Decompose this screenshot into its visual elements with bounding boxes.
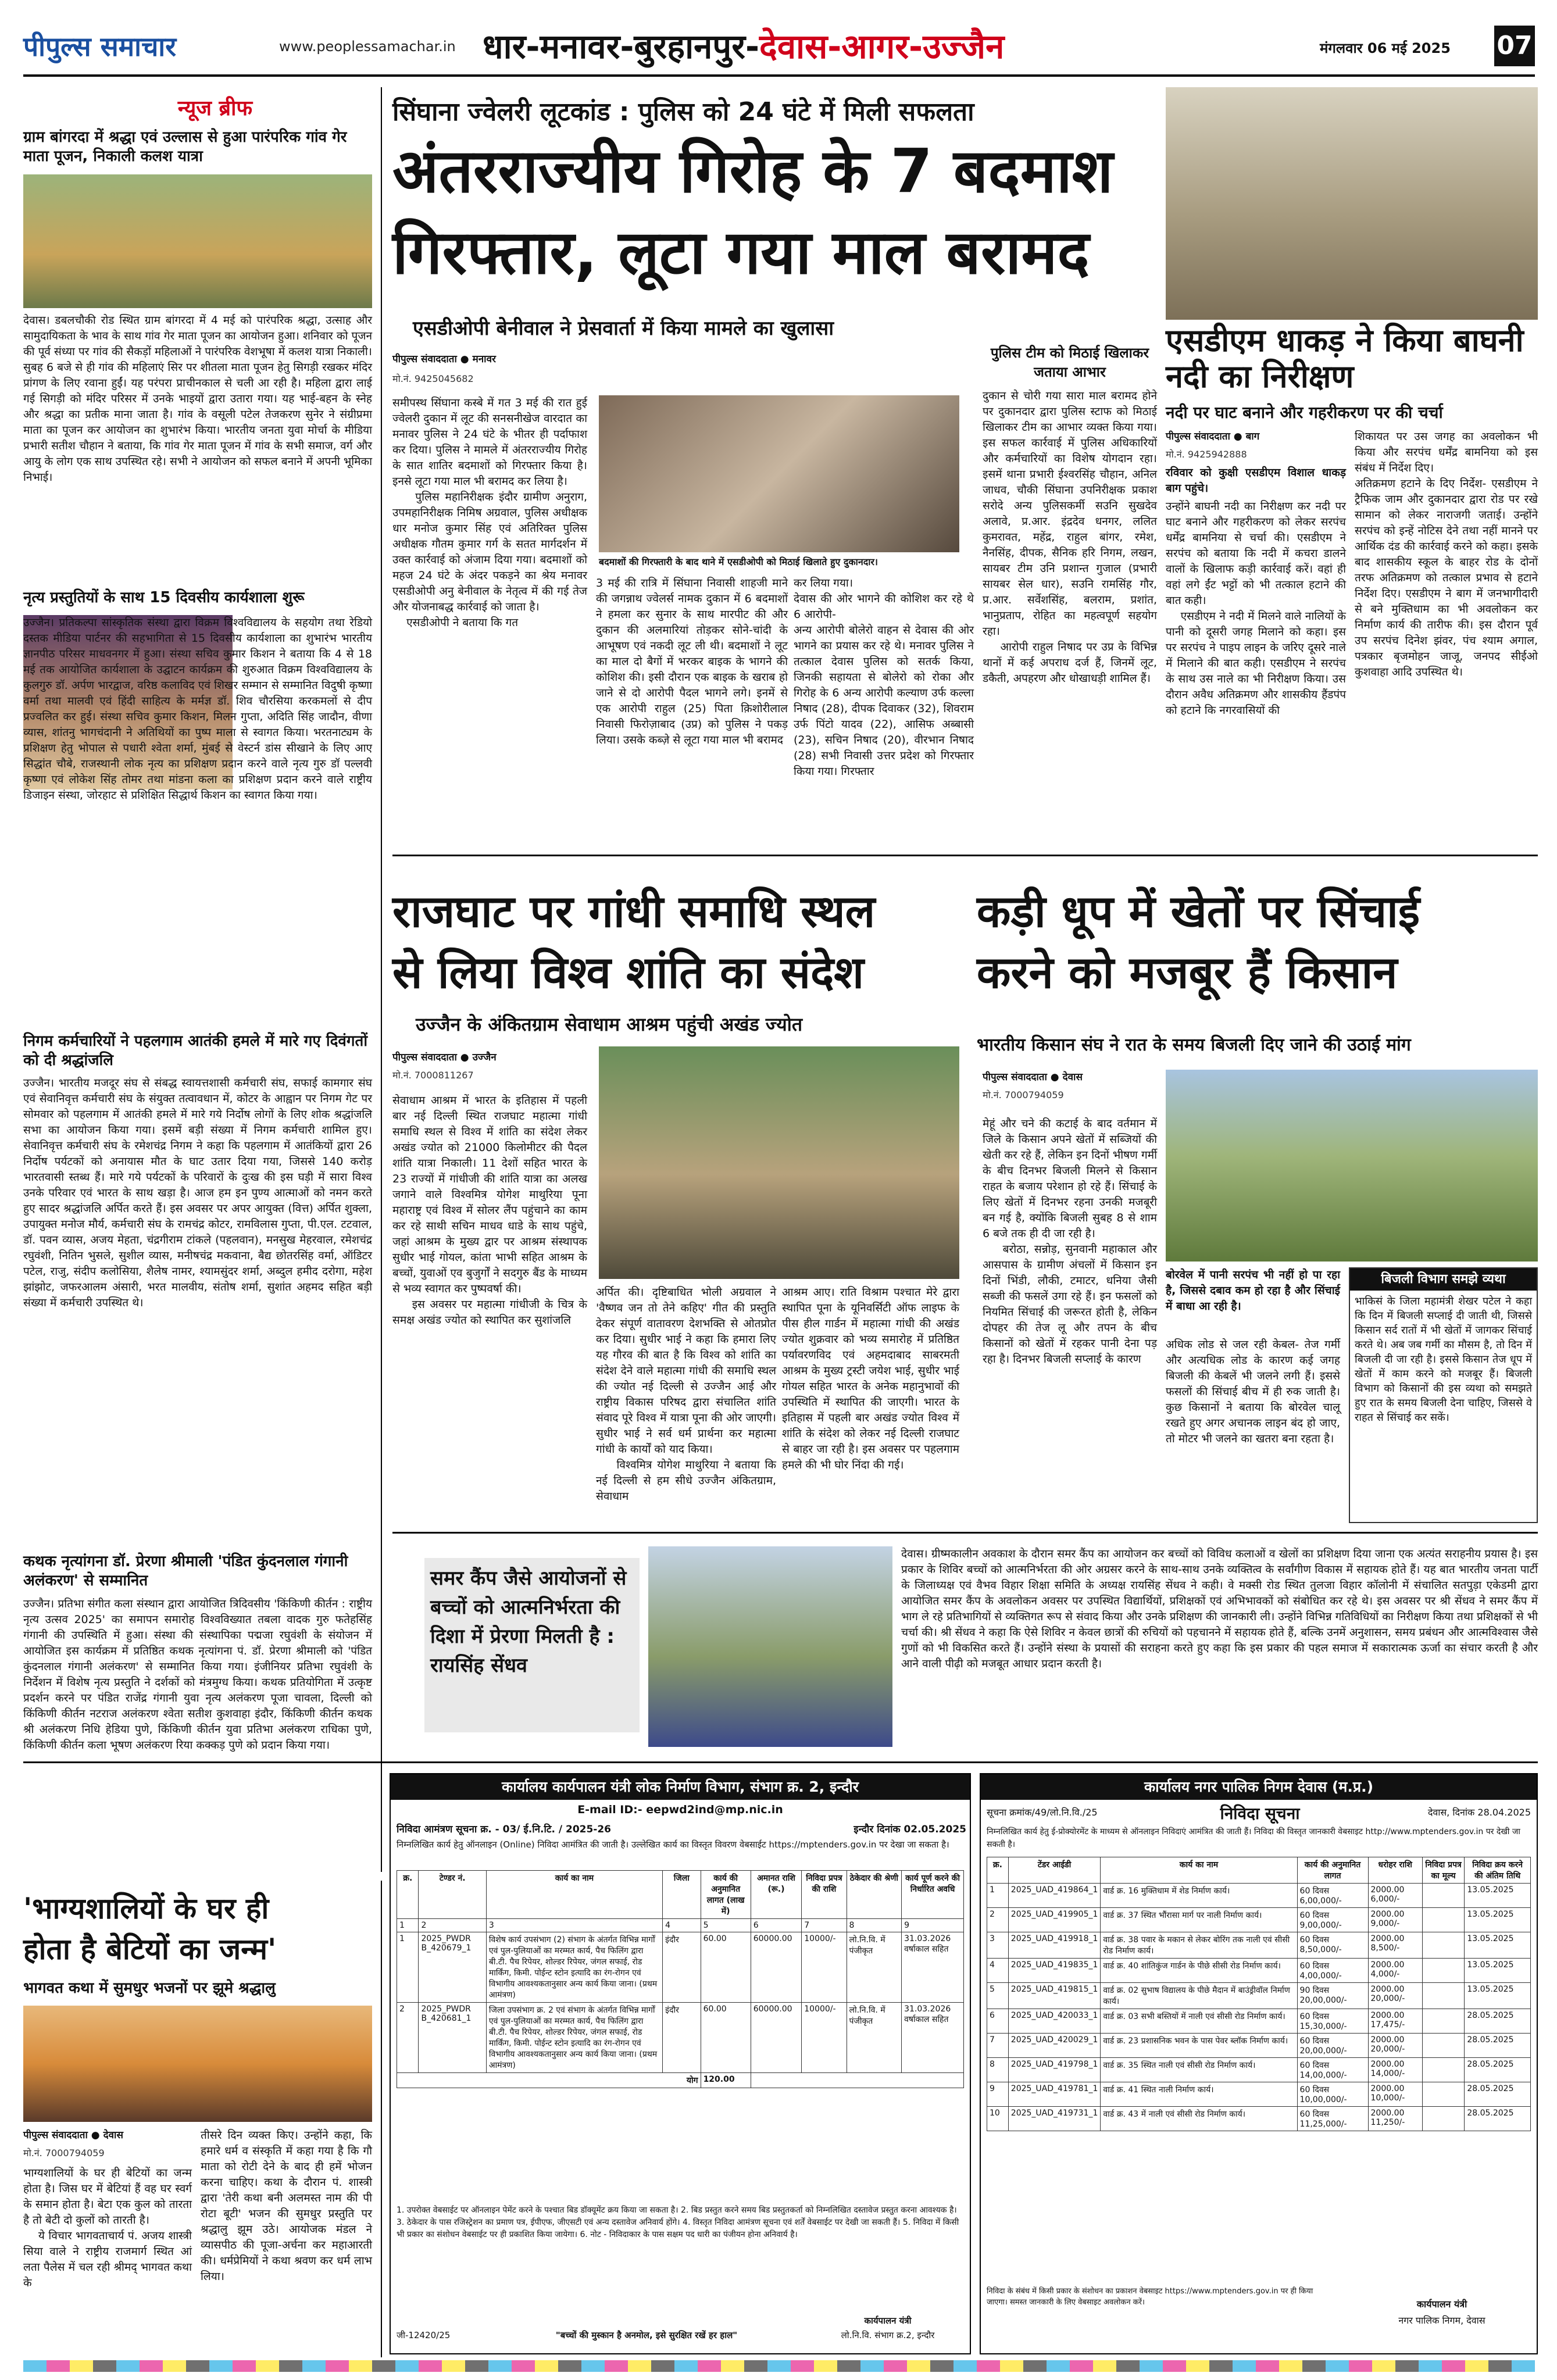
sdm-headline: एसडीएम धाकड़ ने किया बाघनी नदी का निरीक्षण (1166, 322, 1524, 395)
dewas-title: कार्यालय नगर पालिक निगम देवास (म.प्र.) (981, 1774, 1537, 1800)
dewas-cell: वार्ड क्र. 37 स्थित भौंरासा मार्ग पर नाली निर्माण कार्य। (1101, 1908, 1297, 1932)
dewas-cell: 7 (987, 2034, 1009, 2058)
bhagwat-photo (23, 2006, 372, 2122)
dewas-cell: वार्ड क्र. 43 में नाली एवं सीसी रोड निर्माण कार्य। (1101, 2107, 1297, 2131)
mid-rule-2 (392, 1532, 1538, 1534)
brief-4-headline: कथक नृत्यांगना डॉ. प्रेरणा श्रीमाली 'पंडित कुंदनलाल गंगानी अलंकरण' से सम्मानित (23, 1553, 348, 1589)
dewas-cell: 2000.00 9,000/- (1368, 1908, 1422, 1932)
bhagwat-mobile: मो.नं. 7000794059 (23, 2147, 105, 2159)
rajghat-byline: पीपुल्स संवाददाता ● उज्जैन (392, 1052, 497, 1063)
dewas-cell: 2000.00 6,000/- (1368, 1884, 1422, 1908)
pwd-num: 4 (663, 1919, 701, 1932)
lead-col-2: 3 मई की रात्रि में सिंघाना निवासी शाहजी माने की जगन्नाथ ज्वेलर्स नामक दुकान में 6 बदमाशों ने हमला कर सुनार के साथ मारपीट की और दुकान की अलमारियां तोड़कर सोने-चांदी के आभूषण एवं नकदी लूट ली थी। बदमाशों ने लूट का माल दो बैगों में भरकर बाइक के भागने की कोशिश की। इसी दौरान एक बाइक के खराब हो जाने से दो आरोपी पैदल भागने लगे। इनमें से एक आरोपी राहुल (25) पिता क़िशोरीलाल निवासी फिरोज़ाबाद (उप्र) को पुलिस ने पकड़ लिया। उसके कब्ज़े से लूटा गया माल भी बरामद (596, 577, 792, 746)
lead-mobile: मो.नं. 9425045682 (392, 373, 474, 384)
rajghat-photo (599, 1046, 959, 1279)
dewas-cell: वार्ड क्र. 02 सुभाष विद्यालय के पीछे मैदान में बाउंड्रीवॉल निर्माण कार्य। (1101, 1983, 1297, 2009)
lead-photo (599, 395, 959, 552)
pwd-cell: 31.03.2026 वर्षाकाल सहित (902, 2003, 964, 2073)
rajghat-col-1: सेवाधाम आश्रम में भारत के इतिहास में पहली बार नई दिल्ली स्थित राजघाट महात्मा गांधी समाधि स्थल से विश्व में शांति का संदेश लेकर अखंड ज्योत को 21000 किलोमीटर की पैदल शांति यात्रा निकाली। 11 देशों सहित भारत के 23 राज्यों में गांधीजी की शांति यात्रा का अलख जगाने वाले विश्वमित्र योगेश माथुरिया पूना महाराष्ट्र एवं विश्व में सोलर लैंप पहुंचाने का काम कर रहे साथी सचिन माधव धाडे के साथ पहुंचे, जहां आश्रम के मुख्य द्वार पर आश्रम संस्थापक सुधीर भाई गोयल, कांता भाभी सहित आश्रम के बच्चों, युवाओं एव बुजुर्गों ने सदगुरु बैंड के माध्यम से भव्य स्वागत कर पुष्पवर्षा की। इस अवसर पर महात्मा गांधीजी के चित्र के समक्ष अखंड ज्योत को स्थापित कर सुशांजलि (392, 1094, 587, 1327)
pwd-th: क्र. (397, 1871, 419, 1919)
col-divider-left (381, 87, 382, 1872)
summer-pull-quote: समर कैंप जैसे आयोजनों से बच्चों को आत्मनिर्भरता की दिशा में प्रेरणा मिलती है : रायसिंह सेंधव (424, 1558, 640, 1732)
bhagwat-subhead: भागवत कथा में सुमधुर भजनों पर झूमे श्रद्धालु (23, 1979, 276, 1997)
lead-sidebar (983, 343, 1157, 837)
table-row (987, 2009, 1531, 2034)
pwd-th: ठेकेदार की श्रेणी (847, 1871, 902, 1919)
dewas-cell: वार्ड क्र. 41 स्थित नाली निर्माण कार्य। (1101, 2082, 1297, 2107)
pwd-total-row (397, 2073, 964, 2088)
dewas-cell (1422, 1983, 1464, 2009)
pwd-cell: इंदौर (663, 2003, 701, 2073)
dewas-cell: 28.05.2025 (1465, 2009, 1531, 2034)
dewas-cell: 3 (987, 1932, 1009, 1959)
lead-sidebar-text: दुकान से चोरी गया सारा माल बरामद होने पर दुकानदार द्वारा पुलिस स्टाफ को मिठाई खिलाकर टीम का आभार व्यक्त किया गया। इस सफल कार्रवाई में पुलिस अधिकारियों और कर्मचारियों का विशेष योगदान रहा। इसमें थाना प्रभारी ईश्वरसिंह चौहान, अनिल जाधव, चौकी सिंघाना उपनिरीक्षक प्रकाश सरोदे अन्य पुलिसकर्मी सउनि सुखदेव अलावे, प्र.आर. इंद्रदेव धनगर, ललित कुमरावत, महेंद्र, राहुल बांगर, रमेश, नैनसिंह, दीपक, सैनिक हरि निगम, लखन, सायबर टीम उनि प्रशान्त गुजाल (प्रभारी सायबर सेल धार), सउनि रामसिंह गौर, प्र.आर. सर्वेशसिंह, बलराम, प्रशांत, भानुप्रताप, रोहित का महत्वपूर्ण सहयोग रहा। आरोपी राहुल निषाद पर उप्र के विभिन्न थानों में कई अपराध दर्ज हैं, जिनमें लूट, डकैती, अपहरण और धोखाधड़ी शामिल हैं। (983, 389, 1157, 685)
dewas-cell: 60 दिवस 10,00,000/- (1297, 2082, 1368, 2107)
dewas-cell: 2025_UAD_420029_1 (1008, 2034, 1101, 2058)
pwd-footer-mid: "बच्चों की मुस्कान है अनमोल, इसे सुरक्षित रखें हर हाल" (555, 2330, 738, 2340)
pwd-intro: निम्नलिखित कार्य हेतु ऑनलाइन (Online) निविदा आमंत्रित की जाती है। उल्लेखित कार्य का विस्तृत विवरण वेबसाईट https://mptenders.gov.in पर देखा जा सकता है। (397, 1839, 949, 1850)
rajghat-subhead: उज्जैन के अंकितग्राम सेवाधाम आश्रम पहुंची अखंड ज्योत (416, 1013, 803, 1035)
region-title (483, 22, 1355, 69)
bhagwat-col-2: तीसरे दिन व्यक्त किए। उन्होंने कहा, कि हमारे धर्म व संस्कृति में कहा गया है कि गौ माता को रोटी देने के बाद ही हमें भोजन करना चाहिए। कथा के दौरान पं. शास्त्री द्वारा 'तेरी कथा बनी अलमस्त नाम की पी रोटा बूटी' भजन की सुमधुर प्रस्तुति पर श्रद्धालु झूम उठे। आयोजक मंडल ने व्यासपीठ की पूजा-अर्चना कर महाआरती की। धर्मप्रेमियों ने कथा श्रवण कर धर्म लाभ लिया। (201, 2129, 376, 2283)
bhagwat-headline-1: 'भाग्यशालियों के घर ही (23, 1892, 269, 1925)
dewas-intro: निम्नलिखित कार्य हेतु ई-प्रोक्योरमेंट के माध्यम से ऑनलाइन निविदाएं आमंत्रित की जाती हैं। निविदा की विस्तृत जानकारी वेबसाइट http://www.mptenders.gov.in पर देखी जा सकती है। (987, 1827, 1520, 1849)
dewas-cell: 2000.00 8,500/- (1368, 1932, 1422, 1959)
farmer-mobile: मो.नं. 7000794059 (983, 1089, 1064, 1100)
dewas-cell: 9 (987, 2082, 1009, 2107)
news-brief-column (23, 87, 376, 1872)
brief-4-body: उज्जैन। प्रतिभा संगीत कला संस्थान द्वारा आयोजित त्रिदिवसीय 'किंकिणी कीर्तन : राष्ट्रीय नृत्य उत्सव 2025' का समापन समारोह विश्वविख्यात तबला वादक गुरु फतेहसिंह गंगानी की उपस्थिति में हुआ। संस्था की संस्थापिका पद्मजा रघुवंशी के संयोजन में आयोजित इस कार्यक्रम में प्रतिष्ठित कथक नृत्यांगना पं. डॉ. प्रेरणा श्रीमाली को 'पंडित कुंदनलाल गंगानी अलंकरण' से सम्मानित किया गया। इंजीनियर प्रतिभा रघुवंशी के निर्देशन में विशेष नृत्य प्रस्तुति ने दर्शकों को मंत्रमुग्ध किया। कथक प्रतियोगिता में उत्कृष्ट प्रदर्शन करने पर पंडित राजेंद्र गंगानी युवा नृत्य अलंकरण पूजा चावला, दिल्ली को किंकिणी कीर्तन नटराज अलंकरण श्वेता सतीश कुशवाहा इंदौर, किंकिणी कीर्तन कथक श्री अलंकरण निधि हेडिया पुणे, किंकिणी कीर्तन युवा प्रतिभा अलंकरण राधिका पुणे, किंकिणी कीर्तन कला भूषण अलंकरण रिया कक्कड़ पुणे को प्रदान किया गया। (23, 1598, 376, 1752)
table-row (397, 1932, 964, 2003)
sdm-photo (1166, 87, 1538, 320)
farmer-headline-2: करने को मजबूर हैं किसान (977, 946, 1398, 998)
masthead-rule (23, 74, 1535, 77)
dewas-cell: 28.05.2025 (1465, 2058, 1531, 2082)
dewas-cell: 10 (987, 2107, 1009, 2131)
pwd-num: 5 (701, 1919, 751, 1932)
dewas-cell: 2025_UAD_419835_1 (1008, 1959, 1101, 1983)
news-brief-label: न्यूज ब्रीफ (177, 97, 253, 120)
dewas-table (987, 1857, 1531, 2131)
dewas-cell: 2000.00 10,000/- (1368, 2082, 1422, 2107)
dewas-cell (1422, 2009, 1464, 2034)
pwd-footer-right-title: कार्यपालन यंत्री (864, 2315, 912, 2326)
dewas-cell: 5 (987, 1983, 1009, 2009)
dewas-cell: 4 (987, 1959, 1009, 1983)
dewas-cell: 13.05.2025 (1465, 1884, 1531, 1908)
table-row (987, 2082, 1531, 2107)
dewas-cell: 13.05.2025 (1465, 1908, 1531, 1932)
dewas-cell: 28.05.2025 (1465, 2034, 1531, 2058)
pwd-cell: विशेष कार्य उपसंभाग (2) संभाग के अंतर्गत विभिन्न मार्गों एवं पुल-पुलियाओं का मरम्मत कार्य, पैच फिलिंग द्वारा बी.टी. पैच रिपेयर, शोल्डर रिपेयर, जंगल सफाई, रोड मार्किंग, किमी. पोईन्ट स्टोन इत्यादि का रंग-रोगन एवं विभागीय आवश्यकतानुसार अन्य कार्य किया जाना। (प्रथम आमंत्रण) (486, 1932, 662, 2003)
dewas-cell: 2000.00 14,000/- (1368, 2058, 1422, 2082)
pwd-cell: 10000/- (802, 2003, 847, 2073)
dewas-cell: 60 दिवस 6,00,000/- (1297, 1884, 1368, 1908)
dewas-cell: 2025_UAD_419798_1 (1008, 2058, 1101, 2082)
dewas-cell (1422, 2058, 1464, 2082)
farmer-photo-caption: बोरवेल में पानी सरपंच भी नहीं हो पा रहा है, जिससे दबाव कम हो रहा है और सिंचाई में बाधा आ रही है। (1166, 1268, 1340, 1313)
dewas-notice (980, 1773, 1538, 2354)
pwd-table (397, 1870, 964, 2088)
dewas-cell: 2 (987, 1908, 1009, 1932)
pwd-cell: 2 (397, 2003, 419, 2073)
farmer-box-title: बिजली विभाग समझे व्यथा (1350, 1268, 1537, 1291)
pwd-num: 9 (902, 1919, 964, 1932)
pwd-num: 7 (802, 1919, 847, 1932)
brief-2-headline: नृत्य प्रस्तुतियों के साथ 15 दिवसीय कार्यशाला शुरू (23, 589, 305, 606)
lead-byline: पीपुल्स संवाददाता ● मनावर (392, 353, 496, 365)
pwd-cell: 60000.00 (751, 2003, 802, 2073)
dewas-cell: 2000.00 17,475/- (1368, 2009, 1422, 2034)
pwd-th: निविदा प्रपत्र की राशि (802, 1871, 847, 1919)
dewas-th: टेंडर आईडी (1008, 1857, 1101, 1884)
pwd-cell: 60.00 (701, 1932, 751, 2003)
table-row (397, 2003, 964, 2073)
rajghat-headline-2: से लिया विश्व शांति का संदेश (392, 946, 864, 998)
dewas-th: धरोहर राशि (1368, 1857, 1422, 1884)
dewas-cell: 2000.00 11,250/- (1368, 2107, 1422, 2131)
dewas-cell: 2000.00 20,000/- (1368, 2034, 1422, 2058)
sdm-mobile: मो.नं. 9425942888 (1166, 449, 1247, 460)
table-row (987, 1959, 1531, 1983)
pwd-num: 1 (397, 1919, 419, 1932)
dewas-cell: 28.05.2025 (1465, 2107, 1531, 2131)
dewas-cell: 2025_UAD_419905_1 (1008, 1908, 1101, 1932)
lead-col-3: कर लिया गया। देवास की ओर भागने की कोशिश कर रहे थे 6 आरोपी- अन्य आरोपी बोलेरो वाहन से देवास की ओर भागने का प्रयास कर रहे थे। मनावर पुलिस ने तत्काल देवास पुलिस को सतर्क किया, जिनकी सहायता से बोलेरो को रोका और गिरोह के 6 अन्य आरोपी कल्याण उर्फ कल्ला निषाद (28), दीपक दिवाकर (32), शिवराम उर्फ पिंटो यादव (22), आसिफ अब्बासी (23), सचिन निषाद (20), वीरभान निषाद (28) सभी निवासी उत्तर प्रदेश को गिरफ्तार किया गया। गिरफ्तार (794, 577, 974, 778)
pwd-cell: 1 (397, 1932, 419, 2003)
table-row (987, 1983, 1531, 2009)
dewas-cell: वार्ड क्र. 16 मुक्तिधाम में शेड निर्माण कार्य। (1101, 1884, 1297, 1908)
dewas-cell: 28.05.2025 (1465, 2082, 1531, 2107)
pwd-table-numbers (397, 1919, 964, 1932)
rajghat-headline-1: राजघाट पर गांधी समाधि स्थल (392, 885, 876, 937)
dewas-ref-right: देवास, दिनांक 28.04.2025 (1427, 1807, 1531, 1818)
region-red: देवास-आगर-उज्जैन (759, 27, 1005, 66)
brief-3-headline: निगम कर्मचारियों ने पहलगाम आतंकी हमले में मारे गए दिवंगतों को दी श्रद्धांजलि (23, 1032, 368, 1069)
rajghat-col-3: आश्रम आए। राति विश्राम पश्चात मेरे द्वारा स्थापित पूना के यूनिवर्सिटी ऑफ लाइफ के पीस हील गार्डन में महात्मा गांधी की अखंड ज्योत शुक्रवार को भव्य समारोह में प्रतिष्ठित पर्यावरणविद एवं अहमदाबाद साबरमती आश्रम के मुख्य ट्रस्टी जयेश भाई, सुधीर भाई गोयल सहित भारत के अनेक महानुभावों की उपस्थिति में स्थापित की जाएगी। भारत के इतिहास में पहली बार अखंड ज्योत विश्व में शांति के संदेश को लेकर नई दिल्ली राजघाट से बाहर जा रही है। इस अवसर पर पहलगाम हमले की भी घोर निंदा की गई। (782, 1286, 963, 1471)
farmer-byline: पीपुल्स संवाददाता ● देवास (983, 1071, 1083, 1083)
farmer-box-text: भाकिसं के जिला महामंत्री शेखर पटेल ने कहा कि दिन में बिजली सप्लाई दी जाती थी, जिससे किसान सर्द रातों में भी खेतों में जागकर सिंचाई करते थे। अब जब गर्मी का मौसम है, तो दिन में बिजली दी जा रही है। इससे किसान तेज धूप में खेतों में काम करने को मजबूर हैं। बिजली विभाग को किसानों की इस व्यथा को समझते हुए रात के समय बिजली देना चाहिए, जिससे वे राहत से सिंचाई कर सकें। (1355, 1295, 1535, 1424)
dewas-sign-org: नगर पालिक निगम, देवास (1398, 2315, 1485, 2326)
brief-3-body: उज्जैन। भारतीय मजदूर संघ से संबद्ध स्वायत्तशासी कर्मचारी संघ, सफाई कामगार संघ एवं सेवानिवृत्त कर्मचारी संघ के संयुक्त तत्वावधान में, कोटर के आह्वान पर निगम गेट पर सोमवार को पहलगाम में आतंकी हमले में मारे गये निर्दोष लोगों के लिए शोक श्रद्धांजलि सभा का आयोजन किया गया। इसमें बड़ी संख्या में निगम कर्मचारी शामिल हुए। सेवानिवृत्त कर्मचारी संघ के रमेशचंद्र निगम ने कहा कि पहलगाम में आतंकियों द्वारा 26 निर्दोष पर्यटकों को अनायास मौत के घाट उतार दिया गया, जिससे 140 करोड़ भारतवासी स्तब्ध हैं। मारे गये पर्यटकों के परिवारों के दुःख की इस घड़ी में सारा विश्व उनके परिवार एवं भारत के साथ खड़ा है। आज हम इन पुण्य आत्माओं को नमन करते हुए सादर श्रद्धांजलि अर्पित करते हैं। इस अवसर पर अपर आयुक्त (वित्त) अर्पित शुक्ला, उपायुक्त मनोज मौर्य, कर्मचारी संघ के रामचंद्र कोटर, रामविलास गुप्ता, पी.एल. टटवाल, डॉ. पवन व्यास, अजय मेहता, चंद्रगीराम टांकले (पहलवान), मनसुख मेहरवाल, रमेशचंद्र रघुवंशी, नितिन भुसले, सुशील व्यास, मनीषचंद्र मकवाना, बैद्य छोतरसिंह वर्मा, ऑडिटर पटेल, राजु, संदीप कलोसिया, शैलेष नामर, श्यामसुंदर शर्मा, अब्दुल हमीद दरोगा, महेश झांझोट, जफरआलम अंसारी, भरत मालवीय, संतोष शर्मा, सुशांत अहमद सहित बड़ी संख्या में कर्मचारी उपस्थित थे। (23, 1077, 376, 1309)
lead-sidebar-title: पुलिस टीम को मिठाई खिलाकर जताया आभार (990, 345, 1149, 380)
pwd-email: E-mail ID:- eepwd2ind@mp.nic.in (577, 1803, 783, 1816)
dewas-cell: 60 दिवस 20,00,000/- (1297, 2034, 1368, 2058)
dewas-th: कार्य का नाम (1101, 1857, 1297, 1884)
dewas-table-header (987, 1857, 1531, 1884)
dewas-cell: 60 दिवस 4,00,000/- (1297, 1959, 1368, 1983)
table-row (987, 2107, 1531, 2131)
pwd-num: 8 (847, 1919, 902, 1932)
bhagwat-byline: पीपुल्स संवाददाता ● देवास (23, 2129, 123, 2141)
pwd-cell: 31.03.2026 वर्षाकाल सहित (902, 1932, 964, 2003)
pwd-th: कार्य का नाम (486, 1871, 662, 1919)
table-row (987, 1932, 1531, 1959)
pwd-footer-left: जी-12420/25 (397, 2330, 451, 2340)
dewas-note: निविदा के संबंध में किसी प्रकार के संशोधन का प्रकाशन वेबसाइट https://www.mptenders.gov.in पर ही किया जाएगा। समस्त जानकारी के लिए वेबसाइट अवलोकन करें। (987, 2287, 1313, 2307)
pwd-num: 6 (751, 1919, 802, 1932)
pwd-th: जिला (663, 1871, 701, 1919)
dewas-cell (1422, 1884, 1464, 1908)
dewas-cell: वार्ड क्र. 38 पवार के मकान से लेकर बोरिंग तक नाली एवं सीसी रोड निर्माण कार्य। (1101, 1932, 1297, 1959)
dewas-th: क्र. (987, 1857, 1009, 1884)
logo: पीपुल्स समाचार (23, 31, 177, 62)
pwd-cell: 2025_PWDR B_420679_1 (419, 1932, 486, 2003)
pwd-num: 3 (486, 1919, 662, 1932)
dewas-mid: निविदा सूचना (1220, 1804, 1300, 1823)
dewas-cell: वार्ड क्र. 03 सभी बस्तियों में नाली एवं सीसी रोड निर्माण कार्य। (1101, 2009, 1297, 2034)
dewas-cell (1422, 2107, 1464, 2131)
dewas-cell: 6 (987, 2009, 1009, 2034)
pwd-cell: इंदौर (663, 1932, 701, 2003)
dewas-cell (1422, 2082, 1464, 2107)
dewas-cell: वार्ड क्र. 35 स्थित नाली एवं सीसी रोड निर्माण कार्य। (1101, 2058, 1297, 2082)
dewas-cell: 2025_UAD_420033_1 (1008, 2009, 1101, 2034)
mid-rule-3 (23, 1761, 1538, 1763)
page-number: 07 (1494, 26, 1535, 66)
lead-kicker: सिंघाना ज्वेलरी लूटकांड : पुलिस को 24 घंटे में मिली सफलता (392, 97, 974, 127)
pwd-notes: 1. उपरोक्त वेबसाईट पर ऑनलाइन पेमेंट करने के पश्चात बिड डॉक्यूमेंट क्रय किया जा सकता है। 2. बिड प्रस्तुत करने समय बिड प्रस्तुतकर्ता को निम्नलिखित दस्तावेज प्रस्तुत करना आवश्यक है। 3. ठेकेदार के पास रजिस्ट्रेशन का प्रमाण पत्र, ईपीएफ, जीएसटी एवं अन्य दस्तावेज अनिवार्य होंगे। 4. विस्तृत निविदा आमंत्रण सूचना एवं शर्तें वेबसाईट पर देखी जा सकती हैं। 5. निविदा में किसी भी प्रकार का संशोधन वेबसाईट पर ही प्रकाशित किया जायेगा। 6. नोट - निविदाकार के पास सक्षम पद धारी का पंजीयन होना अनिवार्य है। (397, 2206, 959, 2239)
dewas-cell: 2025_UAD_419781_1 (1008, 2082, 1101, 2107)
table-row (987, 2034, 1531, 2058)
farmer-col-2: अधिक लोड से जल रही केबल- तेज गर्मी और अत्यधिक लोड के कारण कई जगह बिजली की केबलें भी जलने लगी हैं। इससे फसलों की सिंचाई बीच में ही रुक जाती है। कुछ किसानों ने बताया कि बोरवेल चालू रखते हुए अगर अचानक लाइन बंद हो जाए, तो मोटर भी जलने का खतरा बना रहता है। (1166, 1338, 1344, 1445)
dewas-cell: 60 दिवस 14,00,000/- (1297, 2058, 1368, 2082)
col-divider-bottom (381, 1881, 382, 2357)
dewas-cell: 2025_UAD_419918_1 (1008, 1932, 1101, 1959)
pwd-total-value: 120.00 (701, 2073, 751, 2088)
table-row (987, 1884, 1531, 1908)
brief-2-body: उज्जैन। प्रतिकल्पा सांस्कृतिक संस्था द्वारा विक्रम विश्वविद्यालय के सहयोग तथा रेडियो दस्तक मीडिया पार्टनर की सहभागिता से 15 दिवसीय कार्यशाला का शुभारंभ भारतीय ज्ञानपीठ परिसर माधवनगर में हुआ। संस्था सचिव कुमार किशन ने बताया कि 4 से 18 मई तक आयोजित कार्यशाला के उद्घाटन कार्यक्रम की शुरुआत विक्रम विश्वविद्यालय के कुलगुरु डॉ. अर्पण भारद्वाज, वरिष्ठ कलाविद एवं शिखर सम्मान से सम्मानित विदुषी कृष्णा वर्मा तथा मालवी एवं हिंदी साहित्य के मर्मज्ञ डॉ. शिव चौरसिया करकमलों से दीप प्रज्वलित कर हुई। संस्था सचिव कुमार किशन, मिलन गुप्ता, अदिति सिंह जादौन, वीणा व्यास, शांतनु भागचंदानी ने अतिथियों का पुष्प माला से स्वागत किया। भरतनाट्यम के प्रशिक्षण हेतु भोपाल से पधारी श्वेता शर्मा, मुंबई से वेस्टर्न डांस सीखाने के लिए आए सिद्धांत चौबे, राजस्थानी लोक नृत्य का प्रशिक्षण प्रदान करने वाले नृत्य गुरु डॉ पल्लवी कृष्णा एवं लोकेश सिंह तोमर तथा मांडना कला का प्रशिक्षण प्रदान करने वाले राष्ट्रीय डिजाइन संस्था, जोरहाट से प्रशिक्षित सिद्धार्थ किशन का स्वागत किया गया। (23, 616, 376, 802)
lead-headline-1: अंतरराज्यीय गिरोह के 7 बदमाश (392, 135, 1113, 206)
dewas-cell: 2025_UAD_419731_1 (1008, 2107, 1101, 2131)
dewas-cell (1422, 1959, 1464, 1983)
lead-headline-2: गिरफ्तार, लूटा गया माल बरामद (392, 217, 1090, 288)
print-color-bar (23, 2360, 1535, 2372)
masthead (23, 22, 1535, 73)
farmer-photo (1166, 1070, 1538, 1262)
dewas-ref-left: सूचना क्रमांक/49/लो.नि.वि./25 (987, 1807, 1098, 1818)
dewas-cell: वार्ड क्र. 40 शांतिकुंज गार्डन के पीछे सीसी रोड निर्माण कार्य। (1101, 1959, 1297, 1983)
dewas-cell: 60 दिवस 15,30,000/- (1297, 2009, 1368, 2034)
dewas-cell: 60 दिवस 11,25,000/- (1297, 2107, 1368, 2131)
pwd-ref-right: इन्दौर दिनांक 02.05.2025 (854, 1824, 966, 1835)
dewas-cell: 60 दिवस 9,00,000/- (1297, 1908, 1368, 1932)
pwd-cell: लो.नि.वि. में पंजीकृत (847, 2003, 902, 2073)
rajghat-mobile: मो.नं. 7000811267 (392, 1070, 474, 1081)
brief-1-photo (23, 174, 372, 308)
pwd-cell: 2025_PWDR B_420681_1 (419, 2003, 486, 2073)
bhagwat-col-1: भाग्यशालियों के घर ही बेटियों का जन्म होता है। जिस घर में बेटियां हैं वह घर स्वर्ग के समान होता है। बेटा एक कुल को तारता है तो बेटी दो कुलों को तारती है। ये विचार भागवताचार्य पं. अजय शास्त्री सिया वाले ने राष्ट्रीय राजमार्ग स्थित आं लता पैलेस में चल रही श्रीमद् भागवत कथा के (23, 2167, 192, 2289)
dewas-cell: 13.05.2025 (1465, 1983, 1531, 2009)
lead-photo-caption: बदमाशों की गिरफ्तारी के बाद थाने में एसडीओपी को मिठाई खिलाते हुए दुकानदार। (599, 556, 878, 567)
dewas-th: निविदा प्रपत्र का मूल्य (1422, 1857, 1464, 1884)
table-row (987, 1908, 1531, 1932)
pwd-table-header (397, 1871, 964, 1919)
sdm-col-2: शिकायत पर उस जगह का अवलोकन भी किया और सरपंच धर्मेंद्र बामनिया को इस संबंध में निर्देश दिए। अतिक्रमण हटाने के दिए निर्देश- एसडीएम ने ट्रैफिक जाम और दुकानदार द्वारा रोड पर रखे सामान को लेकर नाराजगी जताई। उन्होंने सरपंच को इन्हें नोटिस देने तथा नहीं मानने पर आर्थिक दंड की कार्रवाई करने को कहा। इसके बाद शासकीय स्कूल के बाहर रोड के दोनों तरफ अतिक्रमण को तत्काल प्रभाव से हटाने निर्देश दिए। एसडीएम ने बाग में जनभागीदारी से बने मुक्तिधाम का भी अवलोकन कर निर्माण कार्य की तारीफ की। इस दौरान पूर्व उप सरपंच दिनेश झंवर, पंच श्याम अगाल, पत्रकार बृजमोहन जाजू, जनपद सीईओ कुशवाहा आदि उपस्थित थे। (1355, 430, 1538, 678)
pwd-ref-left: निविदा आमंत्रण सूचना क्र. - 03/ ई.नि.टि. / 2025-26 (397, 1824, 612, 1835)
farmer-subhead: भारतीय किसान संघ ने रात के समय बिजली दिए जाने की उठाई मांग (977, 1035, 1411, 1055)
dewas-cell: 2000.00 20,000/- (1368, 1983, 1422, 2009)
pwd-notice (390, 1773, 971, 2354)
pwd-num: 2 (419, 1919, 486, 1932)
farmer-box (1349, 1267, 1538, 1523)
dewas-cell: 60 दिवस 8,50,000/- (1297, 1932, 1368, 1959)
sdm-col-1: उन्होंने बाघनी नदी का निरीक्षण कर नदी पर घाट बनाने और गहरीकरण को लेकर सरपंच धर्मेंद्र बामनिया से चर्चा की। एसडीएम ने सरपंच को बताया कि नदी में कचरा डालने वालों के खिलाफ कड़ी कार्रवाई करें। वहां ही वहां लगे ईंट भट्टों को भी तत्काल हटाने की बात कही। एसडीएम ने नदी में मिलने वाले नालियों के पानी को दूसरी जगह मिलाने को कहा। इस पर सरपंच ने पाइप लाइन के जरिए दूसरे नाले में मिलाने की बात कही। एसडीएम ने सरपंच के साथ उस नाले का भी निरीक्षण किया। उस दौरान अवैध अतिक्रमण और शासकीय हैंडपंप को हटाने कि नगरवासियों की (1166, 500, 1346, 717)
sdm-byline: पीपुल्स संवाददाता ● बाग (1166, 431, 1260, 442)
dewas-cell: 1 (987, 1884, 1009, 1908)
farmer-col-1: मेहूं और चने की कटाई के बाद वर्तमान में जिले के किसान अपने खेतों में सब्जियों की खेती कर रहे हैं, लेकिन इन दिनों भीषण गर्मी के बीच दिनभर बिजली मिलने से किसान राहत के बजाय परेशान हो रहे हैं। सिंचाई के लिए खेतों में दिनभर रहना उनकी मजबूरी बन गई है, क्योंकि बिजली सुबह 8 से शाम 6 बजे तक ही दी जा रही है। बरोठा, सन्नोड़, सुनवानी महाकाल और आसपास के ग्रामीण अंचलों में किसान इन दिनों भिंडी, लौकी, टमाटर, धनिया जैसी सब्जी की फसलें उगा रहे हैं। इन फसलों को नियमित सिंचाई की जरूरत होती है, लेकिन दोपहर की तेज लू और तपन के बीच किसानों को खेतों में रहकर पानी देना पड़ रहा है। दिनभर बिजली सप्लाई के कारण (983, 1117, 1157, 1366)
rajghat-col-2: अर्पित की। दृष्टिबाधित भोली अग्रवाल ने 'वैष्णव जन तो तेने कहिए' गीत की प्रस्तुति देकर संपूर्ण वातावरण देशभक्ति से ओतप्रोत कर दिया। सुधीर भाई ने कहा कि हमारा लिए यह गौरव की बात है कि विश्व को शांति का संदेश देने वाले महात्मा गांधी की समाधि स्थल की ज्योत नई दिल्ली से उज्जैन आई और राष्ट्रीय विकास परिषद द्वारा संचालित शांति संवाद पूरे विश्व में यात्रा पूना की ओर जाएगी। सुधीर भाई ने सर्व धर्म प्रार्थना कर महात्मा गांधी के कार्यों को याद किया। विश्वमित्र योगेश माथुरिया ने बताया कि नई दिल्ली से हम सीधे उज्जैन अंकितग्राम, सेवाधाम (596, 1286, 776, 1503)
dewas-cell: 90 दिवस 20,00,000/- (1297, 1983, 1368, 2009)
dewas-cell: 13.05.2025 (1465, 1932, 1531, 1959)
summer-photo (648, 1546, 892, 1747)
dewas-cell: 13.05.2025 (1465, 1959, 1531, 1983)
sdm-subhead: नदी पर घाट बनाने और गहरीकरण पर की चर्चा (1166, 403, 1443, 422)
pwd-th: कार्य की अनुमानित लागत (लाख में) (701, 1871, 751, 1919)
dewas-th: निविदा क्रय करने की अंतिम तिथि (1465, 1857, 1531, 1884)
bhagwat-headline-2: होता है बेटियों का जन्म' (23, 1932, 277, 1966)
summer-text: देवास। ग्रीष्मकालीन अवकाश के दौरान समर कैंप का आयोजन कर बच्चों को विविध कलाओं व खेलों का प्रशिक्षण दिया जाना एक अत्यंत सराहनीय प्रयास है। इस प्रकार के शिविर बच्चों को आत्मनिर्भरता की ओर अग्रसर करने के साथ-साथ उनके व्यक्तित्व के सर्वांगीण विकास में सहायक होते हैं। यह बात भारतीय जनता पार्टी के जिलाध्यक्ष एवं वैभव विहार शिक्षा समिति के अध्यक्ष रायसिंह सेंधव ने कही। वे मक्सी रोड स्थित तुलजा विहार कॉलोनी में संचालित सतपुड़ा एकेडमी द्वारा आयोजित समर कैंप के अवलोकन अवसर पर उपस्थित विद्यार्थियों, प्रशिक्षकों एवं अभिभावकों को संबोधित कर रहे थे। इस अवसर पर श्री सेंधव ने समर कैंप में भाग ले रहे प्रतिभागियों से व्यक्तिगत रूप से संवाद किया और उनके प्रशिक्षण की जानकारी ली। उन्होंने विभिन्न गतिविधियों का निरीक्षण किया तथा प्रशिक्षकों से भी चर्चा की। श्री सेंधव ने कहा कि ऐसे शिविर न केवल छात्रों की रुचियों को पहचानने में सहायक होते हैं, बल्कि उनमें अनुशासन, समय प्रबंधन और आत्मविश्वास जैसे गुणों को भी विकसित करते हैं। उन्होंने संस्था के प्रयासों की सराहना करते हुए कहा कि इस प्रकार की पहल समाज में सकारात्मक ऊर्जा का संचार करती है और आने वाली पीढ़ी को मजबूत आधार प्रदान करती है। (901, 1548, 1542, 1670)
mid-rule (392, 855, 1538, 856)
sdm-photo-caption: रविवार को कुक्षी एसडीएम विशाल धाकड़ बाग पहुंचे। (1166, 466, 1346, 495)
dewas-cell (1422, 1908, 1464, 1932)
brief-1-headline: ग्राम बांगरदा में श्रद्धा एवं उल्लास से हुआ पारंपरिक गांव गेर माता पूजन, निकाली कलश यात्रा (23, 128, 347, 165)
pwd-th: कार्य पूर्ण करने की निर्धारित अवधि (902, 1871, 964, 1919)
pwd-cell: लो.नि.वि. में पंजीकृत (847, 1932, 902, 2003)
lead-col-1: समीपस्थ सिंघाना कस्बे में गत 3 मई की रात हुई ज्वेलरी दुकान में लूट की सनसनीखेज वारदात का मनावर पुलिस ने 24 घंटे के भीतर ही पर्दाफाश कर दिया। पुलिस ने मामले में अंतरराज्यीय गिरोह के सात शातिर बदमाशों को गिरफ्तार किया है। इनसे लूटा गया माल भी बरामद कर लिया है। पुलिस महानिरीक्षक इंदौर ग्रामीण अनुराग, उपमहानिरीक्षक निमिष अग्रवाल, पुलिस अधीक्षक धार मनोज कुमार सिंह एवं अतिरिक्त पुलिस अधीक्षक गौतम कुमार गर्ग के सतत मार्गदर्शन में उक्त कार्रवाई को अंजाम दिया गया। बदमाशों को महज 24 घंटे के अंदर पकड़ने का श्रेय मनावर एसडीओपी अनु बेनीवाल के नेतृत्व में की गई तेज और योजनाबद्ध कार्रवाई को जाता है। एसडीओपी ने बताया कि गत (392, 396, 587, 629)
pwd-th: टेण्डर नं. (419, 1871, 486, 1919)
dewas-cell: 2025_UAD_419815_1 (1008, 1983, 1101, 2009)
pwd-th: अमानत राशि (रू.) (751, 1871, 802, 1919)
lead-subhead: एसडीओपी बेनीवाल ने प्रेसवार्ता में किया मामले का खुलासा (413, 317, 834, 340)
issue-date: मंगलवार 06 मई 2025 (1320, 40, 1451, 56)
dewas-sign-title: कार्यपालन यंत्री (1416, 2299, 1467, 2310)
dewas-cell: वार्ड क्र. 23 प्रशासनिक भवन के पास पेवर ब्लॉक निर्माण कार्य। (1101, 2034, 1297, 2058)
region-plain: धार-मनावर-बुरहानपुर- (483, 27, 760, 66)
dewas-th: कार्य की अनुमानित लागत (1297, 1857, 1368, 1884)
site-url[interactable]: www.peoplessamachar.in (279, 38, 456, 55)
pwd-footer-right: लो.नि.वि. संभाग क्र.2, इन्दौर (841, 2330, 935, 2340)
pwd-cell: जिला उपसंभाग क्र. 2 एवं संभाग के अंतर्गत विभिन्न मार्गों एवं पुल-पुलियाओं का मरम्मत कार्य, पैच फिलिंग द्वारा बी.टी. पैच रिपेयर, शोल्डर रिपेयर, जंगल सफाई, रोड मार्किंग, किमी. पोईन्ट स्टोन इत्यादि का रंग-रोगन एवं विभागीय आवश्यकतानुसार अन्य कार्य किया जाना। (प्रथम आमंत्रण) (486, 2003, 662, 2073)
farmer-headline-1: कड़ी धूप में खेतों पर सिंचाई (977, 885, 1420, 937)
brief-1-body: देवास। डबलचौकी रोड स्थित ग्राम बांगरदा में 4 मई को पारंपरिक श्रद्धा, उत्साह और सामुदायिकता के भाव के साथ गांव गेर माता पूजन का आयोजन हुआ। शनिवार को पूजन की पूर्व संध्या पर गांव की सैकड़ों महिलाओं ने पारंपरिक वेशभूषा में कलश यात्रा निकाली। सुबह 6 बजे से ही गांव की महिलाएं सिर पर शीतला माता पूजन हेतु सिगड़ी रखकर मंदिर प्रांगण के लिए रवाना हुईं। यह परंपरा प्राचीनकाल से चली आ रही है। महिला द्वारा लाई गई सिगड़ी को मंदिर परिसर में उनके भाइयों द्वारा उतारा गया। यह भाई-बहन के स्नेह और श्रद्धा का प्रतीक माना जाता है। गांव के वसूली पटेल तेजकरण सुनेर ने संग्रीप्रमा माता का पूजन कर आयोजन का शुभारंभ किया। भारतीय जनता युवा मोर्चा के मीडिया प्रभारी सतीश चौहान ने बताया, कि गांव गेर माता पूजन में गांव के सभी समाज, वर्ग और आयु के लोग एक साथ उपस्थित रहे। सभी ने आयोजन को सफल बनाने में अपनी भूमिका निभाई। (23, 314, 376, 484)
table-row (987, 2058, 1531, 2082)
dewas-cell (1422, 2034, 1464, 2058)
dewas-cell (1422, 1932, 1464, 1959)
dewas-cell: 2000.00 4,000/- (1368, 1959, 1422, 1983)
pwd-title: कार्यालय कार्यपालन यंत्री लोक निर्माण विभाग, संभाग क्र. 2, इन्दौर (391, 1774, 970, 1800)
pwd-cell: 10000/- (802, 1932, 847, 2003)
dewas-cell: 8 (987, 2058, 1009, 2082)
pwd-total-label: योग (397, 2073, 701, 2088)
pwd-cell: 60.00 (701, 2003, 751, 2073)
pwd-cell: 60000.00 (751, 1932, 802, 2003)
dewas-cell: 2025_UAD_419864_1 (1008, 1884, 1101, 1908)
